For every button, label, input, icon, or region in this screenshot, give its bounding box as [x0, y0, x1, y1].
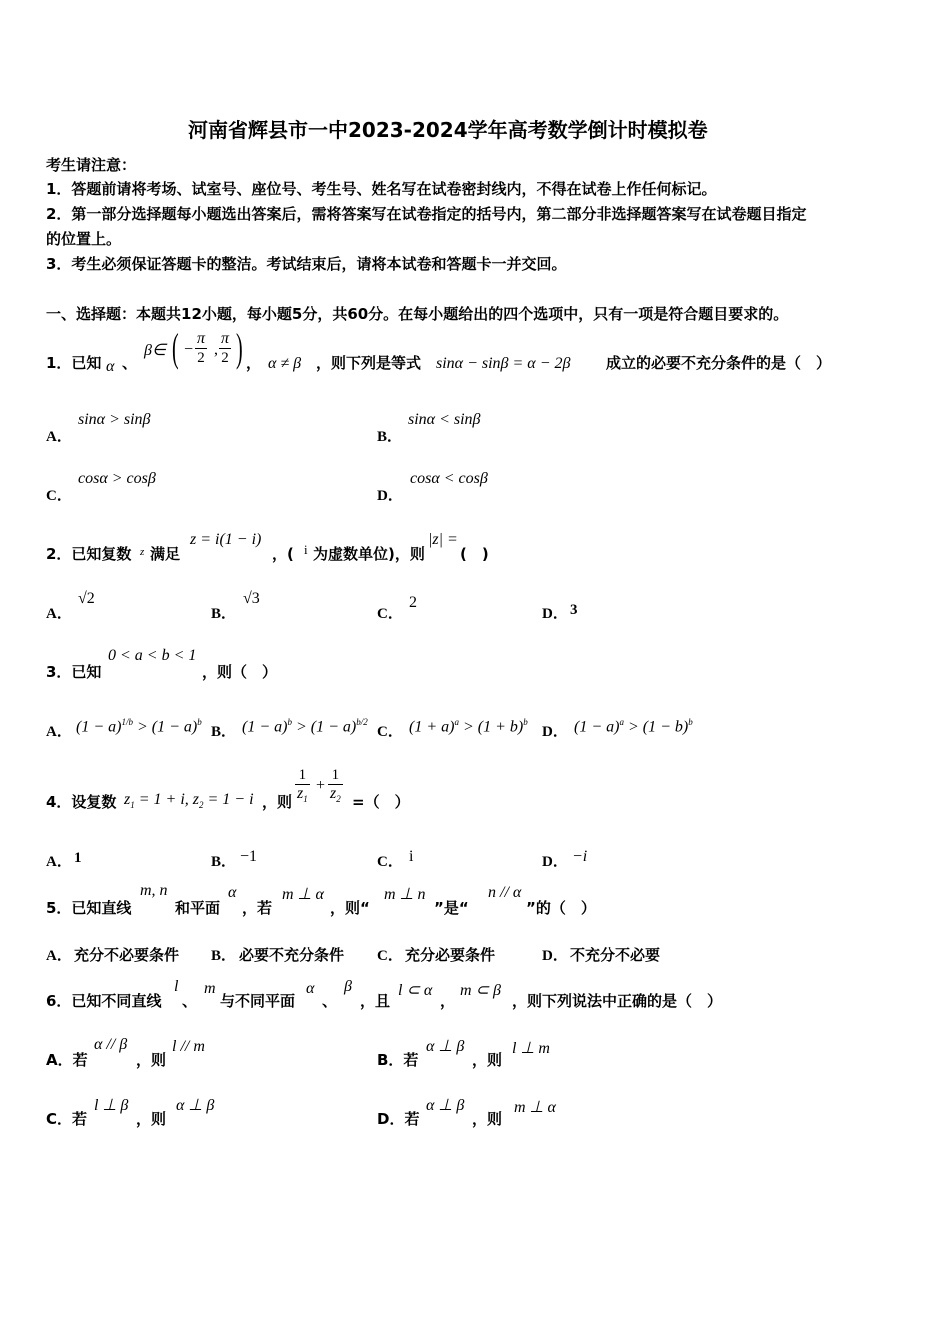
q1-option-b: sinα < sinβ — [408, 411, 481, 428]
q5-mid3: ，则“ — [330, 899, 370, 917]
q6-option-c-then: ，则 — [136, 1110, 167, 1128]
q6-option-d-label: D．若 — [377, 1110, 420, 1128]
q2-option-c-label: C． — [377, 606, 403, 622]
q5-q: n // α — [488, 884, 522, 901]
q4-z1-sub: 1 — [130, 800, 135, 811]
q2-option-b: √3 — [243, 590, 260, 607]
q1-tail: 成立的必要不充分条件的是（ ） — [606, 354, 832, 372]
q5-cond: m ⊥ α — [282, 886, 324, 903]
q6-option-c-res: α ⊥ β — [176, 1097, 215, 1114]
q6-option-b-if: α ⊥ β — [426, 1038, 465, 1055]
q6-sep1: 、 — [182, 992, 198, 1010]
q6-mid1: 与不同平面 — [220, 992, 296, 1010]
q4-z2-sub: 2 — [199, 800, 204, 811]
q5-tail: ”的（ ） — [526, 899, 596, 917]
q6-beta: β — [344, 978, 352, 995]
q2-number: 2．已知复数 — [46, 545, 132, 563]
notice-item-3: 3．考生必须保证答题卡的整洁。考试结束后，请将本试卷和答题卡一并交回。 — [46, 255, 567, 273]
q1-right-paren: ) — [236, 325, 243, 370]
q5-option-b-label: B． — [211, 948, 237, 964]
q6-sep2: 、 — [322, 992, 338, 1010]
q2-equation: z = i(1 − i) — [190, 531, 262, 548]
q6-option-c-if: l ⊥ β — [94, 1097, 129, 1114]
q1-frac-2-num: π — [221, 330, 230, 347]
q4-z-defs — [124, 791, 254, 810]
q6-l: l — [174, 978, 179, 995]
q4-frac-1-den-sub: 1 — [303, 794, 308, 805]
q6-option-d-if: α ⊥ β — [426, 1097, 465, 1114]
q5-option-d-label: D． — [542, 948, 568, 964]
q4-frac-2-num: 1 — [328, 766, 343, 785]
q1-beta-in: β∈ — [144, 342, 166, 359]
q3-option-d-exp1: a — [619, 717, 624, 727]
q4-frac-2 — [328, 766, 343, 808]
q1-option-d: cosα < cosβ — [410, 470, 488, 487]
q2-mid3: 为虚数单位)，则 — [313, 545, 425, 563]
q4-frac-2-den-sub: 2 — [336, 794, 341, 805]
notice-item-2-cont: 的位置上。 — [46, 230, 122, 248]
q1-option-a-label: A． — [46, 429, 72, 445]
q1-minus: − — [184, 341, 194, 358]
q4-z1: z — [124, 791, 131, 808]
q3-option-c-gt: > (1 + b) — [458, 718, 524, 736]
q4-frac-2-den — [328, 785, 343, 808]
page-title: 河南省辉县市一中2023-2024学年高考数学倒计时模拟卷 — [188, 118, 708, 142]
q6-option-b-label: B．若 — [377, 1051, 419, 1069]
q1-option-c: cosα > cosβ — [78, 470, 156, 487]
q3-option-b — [242, 717, 368, 736]
q4-option-a: 1 — [74, 850, 82, 866]
q1-number: 1．已知 — [46, 354, 102, 372]
q3-option-d-exp2: b — [688, 717, 693, 727]
q4-frac-1-den-z: z — [297, 785, 304, 802]
q2-abs-z: |z| = — [428, 531, 458, 548]
notice-item-2: 2．第一部分选择题每小题选出答案后，需将答案写在试卷指定的括号内，第二部分非选择题答案写在试卷题目指定 — [46, 205, 807, 223]
q6-number: 6．已知不同直线 — [46, 992, 162, 1010]
q2-i: i — [304, 542, 308, 557]
q3-option-c-exp2: b — [523, 717, 528, 727]
q1-frac-2 — [219, 330, 231, 367]
q4-option-c-label: C． — [377, 854, 403, 870]
q4-tail: =（ ） — [352, 793, 410, 811]
q6-tail: ，则下列说法中正确的是（ ） — [512, 992, 723, 1010]
q3-option-a-exp1: 1/b — [121, 717, 133, 727]
q1-option-c-label: C． — [46, 488, 72, 504]
q1-comma: ， — [246, 354, 262, 372]
q3-option-d — [574, 717, 693, 736]
q1-frac-1-num: π — [197, 330, 206, 347]
q1-frac-comma: , — [214, 341, 218, 358]
q2-option-d: 3 — [570, 602, 578, 618]
q6-sep3: ， — [440, 992, 456, 1010]
q6-option-a-then: ，则 — [136, 1051, 167, 1069]
q5-mn: m, n — [140, 882, 168, 899]
q1-alpha: α — [106, 358, 115, 375]
q2-tail: ( ) — [460, 545, 489, 563]
q4-frac-1 — [295, 766, 310, 808]
q6-option-a-res: l // m — [172, 1038, 205, 1055]
q3-option-c-base: (1 + a) — [409, 718, 455, 736]
q2-option-c: 2 — [409, 594, 417, 611]
q6-option-b-then: ，则 — [472, 1051, 503, 1069]
q5-mid1: 和平面 — [175, 899, 221, 917]
q5-mid4: ”是“ — [434, 899, 469, 917]
q3-option-a-base: (1 − a) — [76, 718, 122, 736]
q1-option-d-label: D． — [377, 488, 403, 504]
q2-z: z — [140, 546, 145, 558]
q6-cond1: l ⊂ α — [398, 982, 433, 999]
q1-frac-1 — [195, 330, 207, 367]
q2-option-b-label: B． — [211, 606, 237, 622]
q2-option-a-label: A． — [46, 606, 72, 622]
q4-option-b-label: B． — [211, 854, 237, 870]
q1-option-a: sinα > sinβ — [78, 411, 151, 428]
q3-option-a-exp2: b — [197, 717, 202, 727]
q6-option-d-then: ，则 — [472, 1110, 503, 1128]
q3-option-b-gt: > (1 − a) — [291, 718, 357, 736]
q1-neq: α ≠ β — [268, 355, 302, 372]
q3-number: 3．已知 — [46, 663, 102, 681]
q6-option-b-res: l ⊥ m — [512, 1040, 550, 1057]
q3-option-d-base: (1 − a) — [574, 718, 620, 736]
q6-mid2: ，且 — [360, 992, 391, 1010]
q4-number: 4．设复数 — [46, 793, 117, 811]
q6-option-c-label: C．若 — [46, 1110, 88, 1128]
q1-frac-1-den: 2 — [197, 350, 205, 366]
q1-frac-2-den: 2 — [221, 350, 229, 366]
q3-option-b-exp1: b — [287, 717, 292, 727]
q2-option-d-label: D． — [542, 606, 568, 622]
q6-alpha: α — [306, 980, 315, 997]
q5-option-d: 不充分不必要 — [570, 946, 661, 964]
q4-option-d: −i — [572, 848, 588, 865]
q6-option-a-if: α // β — [94, 1036, 128, 1053]
q5-option-c: 充分必要条件 — [405, 946, 496, 964]
q1-mid-text: ，则下列是等式 — [316, 354, 422, 372]
q3-option-c-exp1: a — [454, 717, 459, 727]
q1-option-b-label: B． — [377, 429, 403, 445]
q5-option-c-label: C． — [377, 948, 403, 964]
q6-m: m — [204, 980, 216, 997]
q4-eq1: = 1 + i, z — [134, 791, 199, 808]
q3-tail: ，则（ ） — [202, 663, 278, 681]
q3-option-c-label: C． — [377, 724, 403, 740]
q5-option-b: 必要不充分条件 — [239, 946, 345, 964]
q5-alpha: α — [228, 884, 237, 901]
q4-frac-1-num: 1 — [295, 766, 310, 785]
q4-option-a-label: A． — [46, 854, 72, 870]
q4-option-b: −1 — [240, 848, 258, 865]
q2-mid2: ，( — [272, 545, 294, 563]
q5-mid2: ，若 — [242, 899, 273, 917]
q4-plus: + — [316, 777, 326, 794]
q5-p: m ⊥ n — [384, 886, 426, 903]
q1-left-paren: ( — [172, 325, 179, 370]
q6-option-d-res: m ⊥ α — [514, 1099, 556, 1116]
q4-option-c: i — [409, 848, 414, 865]
q1-sep: 、 — [122, 354, 138, 372]
q4-eq2: = 1 − i — [203, 791, 254, 808]
section-heading: 一、选择题：本题共12小题，每小题5分，共60分。在每小题给出的四个选项中，只有一项是符合题目要求的。 — [46, 305, 789, 323]
q5-option-a: 充分不必要条件 — [74, 946, 180, 964]
q3-option-a — [76, 717, 202, 736]
q3-option-b-base: (1 − a) — [242, 718, 288, 736]
q5-option-a-label: A． — [46, 948, 72, 964]
q3-option-b-exp2: b/2 — [356, 717, 368, 727]
q3-condition: 0 < a < b < 1 — [108, 647, 197, 664]
q1-equation: sinα − sinβ = α − 2β — [436, 355, 571, 372]
notice-item-1: 1．答题前请将考场、试室号、座位号、考生号、姓名写在试卷密封线内，不得在试卷上作任何标记。 — [46, 180, 717, 198]
q4-mid: ，则 — [262, 793, 293, 811]
q2-mid1: 满足 — [150, 545, 181, 563]
q5-number: 5．已知直线 — [46, 899, 132, 917]
q4-frac-2-den-z: z — [330, 785, 337, 802]
q4-frac-1-den — [295, 785, 310, 808]
q3-option-d-label: D． — [542, 724, 568, 740]
q2-option-a: √2 — [78, 590, 95, 607]
q3-option-d-gt: > (1 − b) — [623, 718, 689, 736]
q4-option-d-label: D． — [542, 854, 568, 870]
q3-option-b-label: B． — [211, 724, 237, 740]
q3-option-a-gt: > (1 − a) — [132, 718, 198, 736]
q3-option-a-label: A． — [46, 724, 72, 740]
q6-option-a-label: A．若 — [46, 1051, 88, 1069]
q3-option-c — [409, 717, 528, 736]
notice-heading: 考生请注意： — [46, 156, 137, 174]
q6-cond2: m ⊂ β — [460, 982, 501, 999]
